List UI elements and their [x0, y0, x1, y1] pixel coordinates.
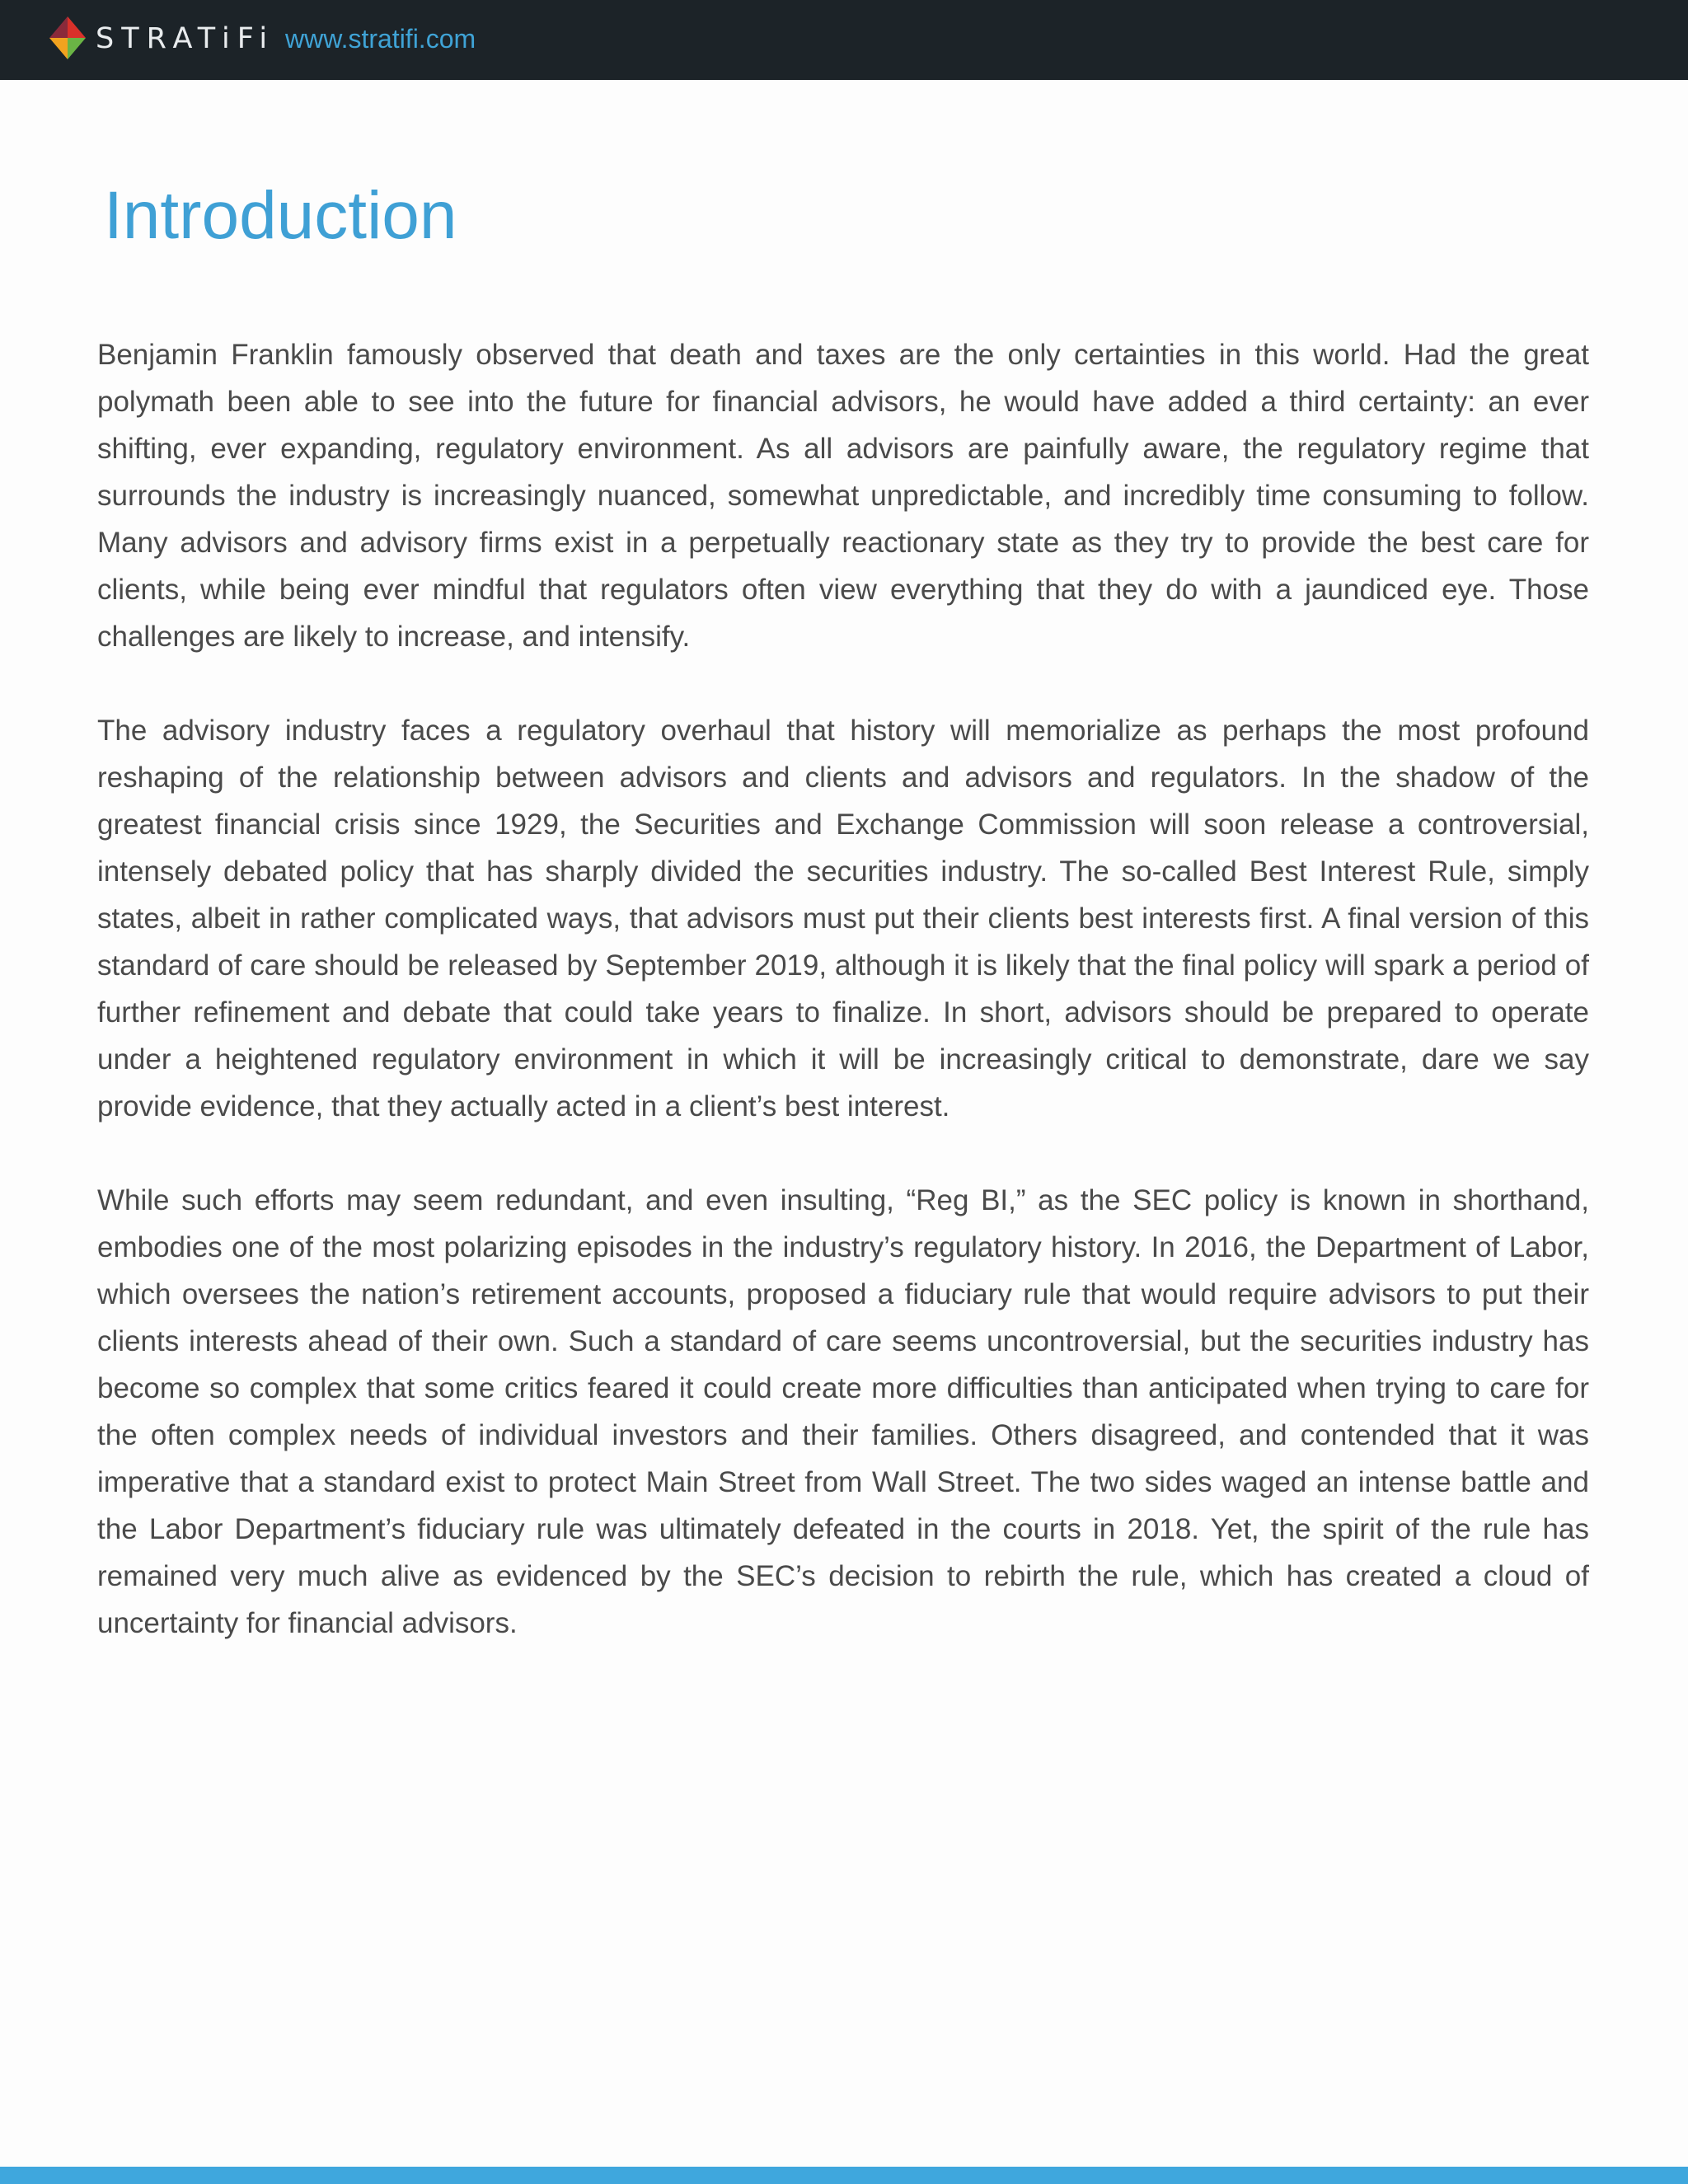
intro-paragraph-3: While such efforts may seem redundant, and even insulting, “Reg BI,” as the SEC policy is known in shorthand, embodies one of the most polarizing episodes in the industry’s regulatory history. In 2016, the Department of Labor, which oversees the nation’s retirement accounts, proposed a fiduciary rule that would require advisors to put their clients interests ahead of their own. Such a standard of care seems uncontroversial, but the securities industry has become so complex that some critics feared it could create more difficulties than anticipated when trying to care for the often complex needs of individual investors and their families. Others disagreed, and contended that it was imperative that a standard exist to protect Main Street from Wall Street. The two sides waged an intense battle and the Labor Department’s fiduciary rule was ultimately defeated in the courts in 2018. Yet, the spirit of the rule has remained very much alive as evidenced by the SEC’s decision to rebirth the rule, which has created a cloud of uncertainty for financial advisors. [97, 1184, 1589, 1639]
page-title: Introduction [104, 178, 457, 253]
footer-accent-bar [0, 2167, 1688, 2184]
intro-paragraph-2: The advisory industry faces a regulatory overhaul that history will memorialize as perhaps the most profound reshaping of the relationship between advisors and clients and advisors and regulators. In the shadow of the greatest financial crisis since 1929, the Securities and Exchange Commission will soon release a controversial, intensely debated policy that has sharply divided the securities industry. The so-called Best Interest Rule, simply states, albeit in rather complicated ways, that advisors must put their clients best interests first. A final version of this standard of care should be released by September 2019, although it is likely that the final policy will spark a period of further refinement and debate that could take years to finalize. In short, advisors should be prepared to operate under a heightened regulatory environment in which it will be increasingly critical to demonstrate, dare we say provide evidence, that they actually acted in a client’s best interest. [97, 715, 1589, 1122]
article-body [97, 331, 1589, 1694]
website-link[interactable]: www.stratifi.com [285, 24, 476, 54]
intro-paragraph-1: Benjamin Franklin famously observed that death and taxes are the only certainties in this world. Had the great polymath been able to see into the future for financial advisors, he would have added a third certainty: an ever shifting, ever expanding, regulatory environment. As all advisors are painfully aware, the regulatory regime that surrounds the industry is increasingly nuanced, somewhat unpredictable, and incredibly time consuming to follow. Many advisors and advisory firms exist in a perpetually reactionary state as they try to provide the best care for clients, while being ever mindful that regulators often view everything that they do with a jaundiced eye. Those challenges are likely to increase, and intensify. [97, 339, 1589, 653]
stratifi-diamond-logo-icon [49, 16, 86, 59]
top-header-bar [0, 0, 1688, 80]
brand-wordmark: STRATiFi [96, 22, 275, 55]
